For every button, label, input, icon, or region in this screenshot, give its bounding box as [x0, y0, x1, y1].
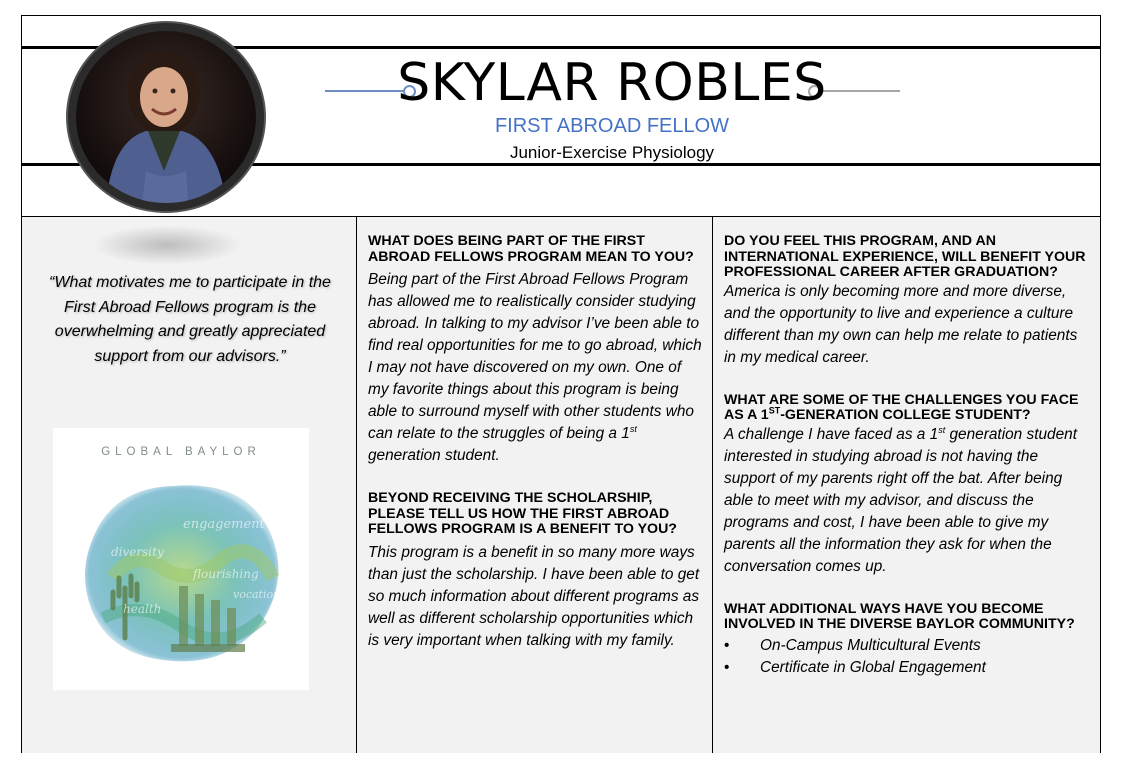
question-heading: DO YOU FEEL THIS PROGRAM, AND AN INTERNATIONAL EXPERIENCE, WILL BENEFIT YOUR PROFESSIONAL CAREER AFTER GRADUATION?: [724, 233, 1086, 280]
question-heading: WHAT DOES BEING PART OF THE FIRST ABROAD FELLOWS PROGRAM MEAN TO YOU?: [368, 233, 694, 265]
question-heading: BEYOND RECEIVING THE SCHOLARSHIP, PLEASE TELL US HOW THE FIRST ABROAD FELLOWS PROGRAM IS A BENEFIT TO YOU?: [368, 490, 677, 537]
logo-word: engagement: [183, 517, 265, 532]
quote-column: [22, 217, 357, 753]
global-baylor-logo: [53, 428, 309, 690]
middle-column: [357, 217, 713, 753]
logo-word: health: [123, 602, 162, 616]
class-major: Junior-Exercise Physiology: [509, 143, 715, 162]
student-quote: “What motivates me to participate in the First Abroad Fellows program is the overwhelming and greatly appreciated support from our advisors.”: [49, 274, 331, 365]
logo-word: diversity: [111, 545, 164, 559]
profile-page: [21, 15, 1101, 753]
right-column: [713, 217, 1100, 753]
logo-word: vocation: [233, 588, 281, 601]
decorative-shadow: [92, 225, 242, 265]
fellow-title: FIRST ABROAD FELLOW: [494, 115, 730, 137]
answer-text: A challenge I have faced as a 1st generation student interested in studying abroad is not having the support of my parents right off the bat. After being able to meet with my advisor, and discuss the programs and cost, I have been able to give my parents all the information they ask for when the conversation comes up.: [724, 424, 1077, 575]
answer-text: America is only becoming more and more diverse, and the opportunity to live and experience a culture different than my own can help me relate to patients in my medical career.: [724, 282, 1078, 366]
list-item: • On-Campus Multicultural Events: [724, 636, 981, 654]
question-heading: WHAT ADDITIONAL WAYS HAVE YOU BECOME INVOLVED IN THE DIVERSE BAYLOR COMMUNITY?: [724, 600, 1075, 632]
question-heading: WHAT ARE SOME OF THE CHALLENGES YOU FACE AS A 1ST-GENERATION COLLEGE STUDENT?: [724, 391, 1079, 423]
profile-photo: [68, 23, 264, 211]
answer-text: This program is a benefit in so many more ways than just the scholarship. I have been able to get so much information about different programs as well as different scholarship opportunities which is very important when talking with my family.: [368, 543, 700, 649]
student-name: SKYLAR ROBLES: [397, 53, 827, 113]
logo-title: GLOBAL BAYLOR: [101, 446, 261, 458]
list-item: • Certificate in Global Engagement: [724, 658, 986, 676]
content-grid: [22, 216, 1100, 753]
answer-text: Being part of the First Abroad Fellows Program has allowed me to realistically consider studying abroad. In talking to my advisor I’ve been able to find real opportunities for me to go abroad, which I may not have discovered on my own. One of my favorite things about this program is being able to surround myself with other students who can relate to the struggles of being a 1st generation student.: [368, 271, 702, 464]
involvement-list: [724, 635, 1090, 679]
logo-word: flourishing: [193, 567, 259, 581]
